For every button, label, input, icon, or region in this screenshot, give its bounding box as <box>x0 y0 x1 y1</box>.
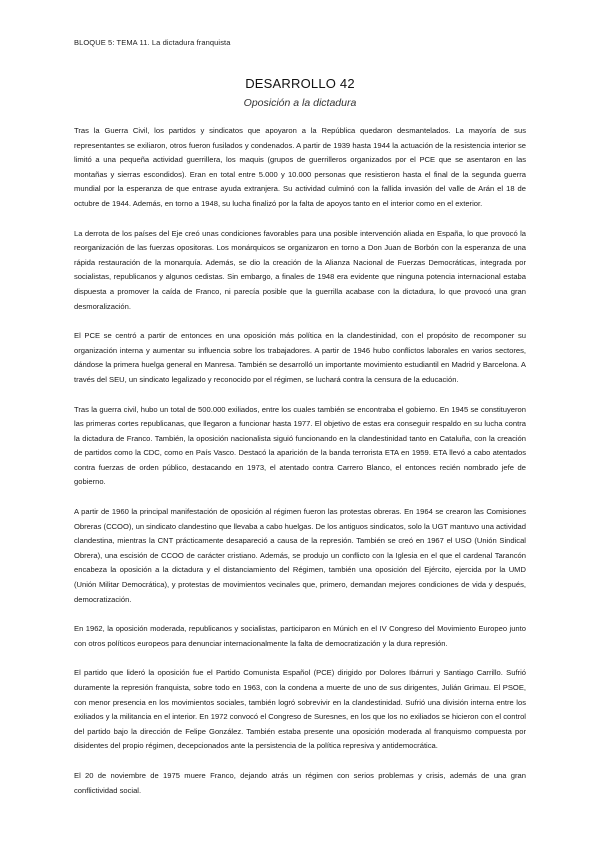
paragraph-7: El partido que lideró la oposición fue el Partido Comunista Español (PCE) dirigido por Dolores Ibárruri y Santiago Carrillo. Sufrió duramente la represión franquista, sobre todo en 1963, con la condena a muerte de uno de sus dirigentes, Julián Grimau. El PSOE, con menor presencia en los movimientos sociales, también logró sobrevivir en la clandestinidad. Sufrió una división interna entre los exiliados y la militancia en el interior. En 1972 convocó el Congreso de Suresnes, en los que los no exiliados se hicieron con el control del partido bajo la dirección de Felipe González. También estaba presente una oposición moderada al franquismo compuesta por disidentes del propio régimen, decepcionados ante la persistencia de la política represiva y antidemocrática. <box>74 668 526 751</box>
running-header: BLOQUE 5: TEMA 11. La dictadura franquista <box>74 38 231 47</box>
paragraph-4: Tras la guerra civil, hubo un total de 500.000 exiliados, entre los cuales también se encontraba el gobierno. En 1945 se constituyeron las primeras cortes republicanas, que llegaron a funcionar hasta 1977. El objetivo de estas era conseguir respaldo en su lucha contra la dictadura de Franco. También, la oposición nacionalista siguió funcionando en la clandestinidad tanto en Cataluña, con la creación de partidos como la CDC, como en País Vasco. Destacó la aparición de la banda terrorista ETA en 1959. ETA llevó a cabo atentados contra fuerzas de orden público, destacando en 1973, el atentado contra Carrero Blanco, el entonces recién nombrado jefe de gobierno. <box>74 404 526 487</box>
paragraph-2: La derrota de los países del Eje creó unas condiciones favorables para una posible intervención aliada en España, lo que provocó la reorganización de las fuerzas opositoras. Los monárquicos se organizaron en torno a Don Juan de Borbón con la esperanza de una rápida restauración de la monarquía. Además, se dio la creación de la Alianza Nacional de Fuerzas Democráticas, integrada por socialistas, republicanos y algunos cedistas. Sin embargo, a finales de 1948 era evidente que ninguna potencia internacional estaba dispuesta a promover la caída de Franco, ni parecía posible que la guerrilla acabase con la dictadura, lo que provocó una gran desmoralización. <box>74 228 526 311</box>
paragraph-5: A partir de 1960 la principal manifestación de oposición al régimen fueron las protestas obreras. En 1964 se crearon las Comisiones Obreras (CCOO), un sindicato clandestino que llevaba a cabo huelgas. De los antiguos sindicatos, solo la UGT mantuvo una actividad clandestina, mientras la CNT prácticamente desapareció a causa de la represión. También se creó en 1967 el USO (Unión Sindical Obrera), una escisión de CCOO de carácter cristiano. Además, se produjo un conflicto con la Iglesia en el que el cardenal Tarancón encabeza la oposición a la dictadura y el distanciamiento del Régimen, también una oposición del Ejército, ejercida por la UMD (Unión Militar Democrática), y protestas de movimientos vecinales que, primero, demandan mejores condiciones de vida y después, democratización. <box>74 507 526 604</box>
paragraph-3: El PCE se centró a partir de entonces en una oposición más política en la clandestinidad, con el propósito de recomponer su organización interna y aumentar su influencia sobre los trabajadores. A partir de 1946 hubo conflictos laborales en varios sectores, dándose la primera huelga general en Manresa. También se desarrolló un importante movimiento estudiantil en Madrid y Barcelona. A través del SEU, un sindicato legalizado y reconocido por el régimen, se luchará contra la censura de la educación. <box>74 331 526 384</box>
paragraph-6: En 1962, la oposición moderada, republicanos y socialistas, participaron en Múnich en el IV Congreso del Movimiento Europeo junto con otros políticos europeos para denunciar internacionalmente la falta de democratización y la dura represión. <box>74 624 526 648</box>
document-title: DESARROLLO 42 <box>245 76 355 91</box>
document-subtitle: Oposición a la dictadura <box>243 97 357 109</box>
paragraph-1: Tras la Guerra Civil, los partidos y sindicatos que apoyaron a la República quedaron desmantelados. La mayoría de sus representantes se exiliaron, otros fueron fusilados y condenados. A partir de 1939 hasta 1944 la actuación de la resistencia interior se limitó a una pequeña actividad guerrillera, los maquis (grupos de guerrilleros organizados por el PCE que se asentaron en las montañas y sierras escondidos). Eran en total entre 5.000 y 10.000 personas que resistieron hasta el final de la segunda guerra mundial por la esperanza de que entrase ayuda extranjera. Su actividad culminó con la fallida invasión del valle de Arán el 18 de octubre de 1944. Además, en torno a 1948, su lucha finalizó por la falta de apoyos tanto en el interior como en el exterior. <box>74 126 526 208</box>
paragraph-8: El 20 de noviembre de 1975 muere Franco, dejando atrás un régimen con serios problemas y crisis, además de una gran conflictividad social. <box>74 770 526 795</box>
title-block <box>0 76 600 109</box>
body-text <box>74 124 526 813</box>
